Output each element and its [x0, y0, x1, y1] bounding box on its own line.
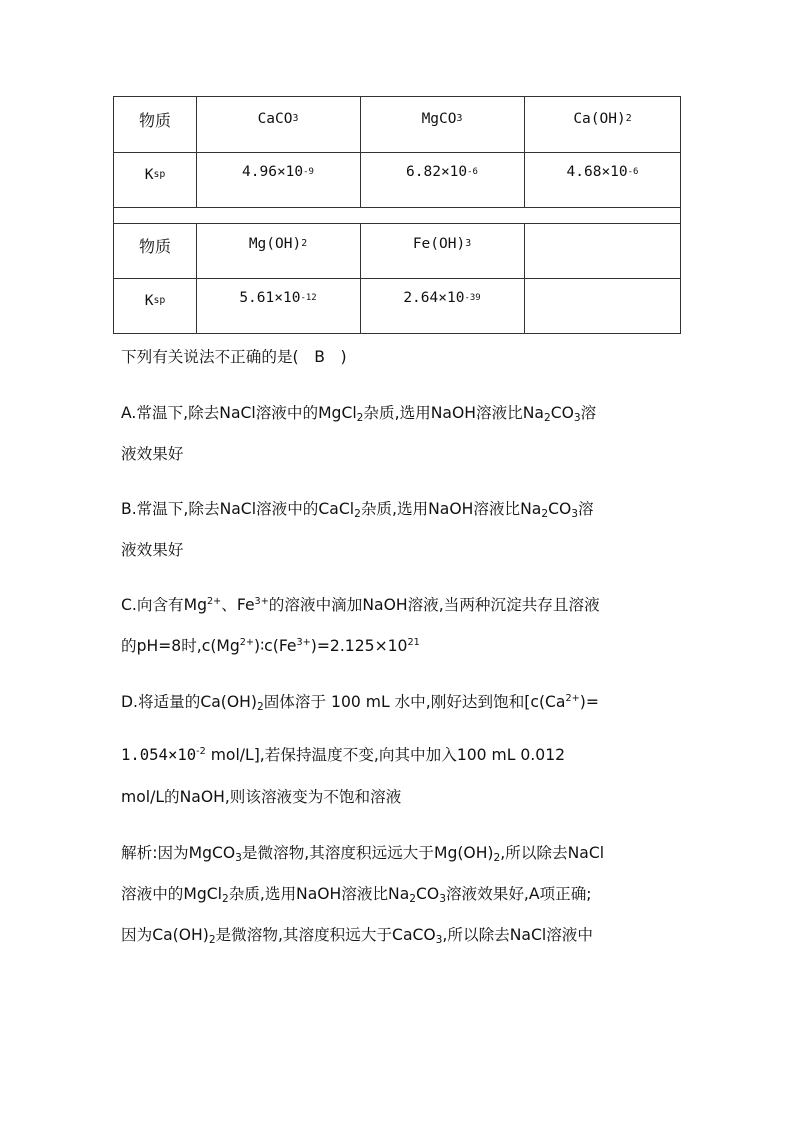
ksp-feoh3: 2.64×10 -39	[403, 290, 481, 306]
option-c-line1: C.向含有$Mg^{2+}$、$Fe^{3+}$的溶液中滴加NaOH溶液,当两种沉淀共存且溶液	[121, 596, 600, 614]
header-mgoh2: Mg(OH) 2	[248, 236, 308, 252]
option-a-line2: 液效果好	[121, 445, 184, 463]
analysis-line2: 溶液中的MgCl$_2$杂质,选用NaOH溶液比$Na_2CO_3$溶液效果好,A项正确;	[121, 885, 592, 906]
header-caco3: CaCO 3	[257, 111, 299, 127]
option-d-line3: mol/L的NaOH,则该溶液变为不饱和溶液	[121, 788, 402, 806]
ksp-label-2: K sp	[144, 293, 166, 309]
ksp-table	[113, 96, 681, 334]
analysis-line1: 解析:因为MgCO$_3$是微溶物,其溶度积远远大于$Mg(OH)_2$,所以除去NaCl	[121, 844, 605, 865]
option-d-line2: $1.054\times 10^{-2}$ mol/L],若保持温度不变,向其中加入100 mL 0.012	[121, 746, 566, 764]
ksp-mgco3: 6.82×10 -6	[406, 164, 478, 180]
analysis-line3: 因为$Ca(OH)_2$是微溶物,其溶度积远大于CaCO$_3$,所以除去NaCl溶液中	[121, 926, 593, 947]
header-mgco3: MgCO 3	[421, 111, 463, 127]
option-c-line2: 的pH=8时$,c(Mg^{2+})∶c(Fe^{3+})=2.125\times 10^{21}$	[121, 637, 420, 655]
ksp-caco3: 4.96×10 -9	[242, 164, 314, 180]
option-b-line1: B.常温下,除去NaCl溶液中的CaCl$_2$杂质,选用NaOH溶液比$Na_2CO_3$溶	[121, 500, 594, 521]
option-a-line1: A.常温下,除去NaCl溶液中的MgCl$_2$杂质,选用NaOH溶液比$Na_2CO_3$溶	[121, 404, 597, 425]
header-feoh3: Fe(OH) 3	[412, 236, 472, 252]
header-substance-1: 物质	[138, 110, 171, 130]
option-d-line1: D.将适量的$Ca(OH)_2$固体溶于 100 mL 水中,刚好达到饱和[$c(Ca^{2+})=$	[121, 693, 599, 714]
header-substance-2: 物质	[138, 236, 171, 256]
question-stem: 下列有关说法不正确的是( B )	[121, 348, 347, 366]
header-empty	[524, 223, 681, 265]
option-b-line2: 液效果好	[121, 541, 184, 559]
ksp-label-1: K sp	[144, 167, 166, 183]
ksp-mgoh2: 5.61×10 -12	[239, 290, 317, 306]
header-caoh2: Ca(OH) 2	[573, 111, 632, 127]
ksp-caoh2: 4.68×10 -6	[566, 164, 639, 180]
